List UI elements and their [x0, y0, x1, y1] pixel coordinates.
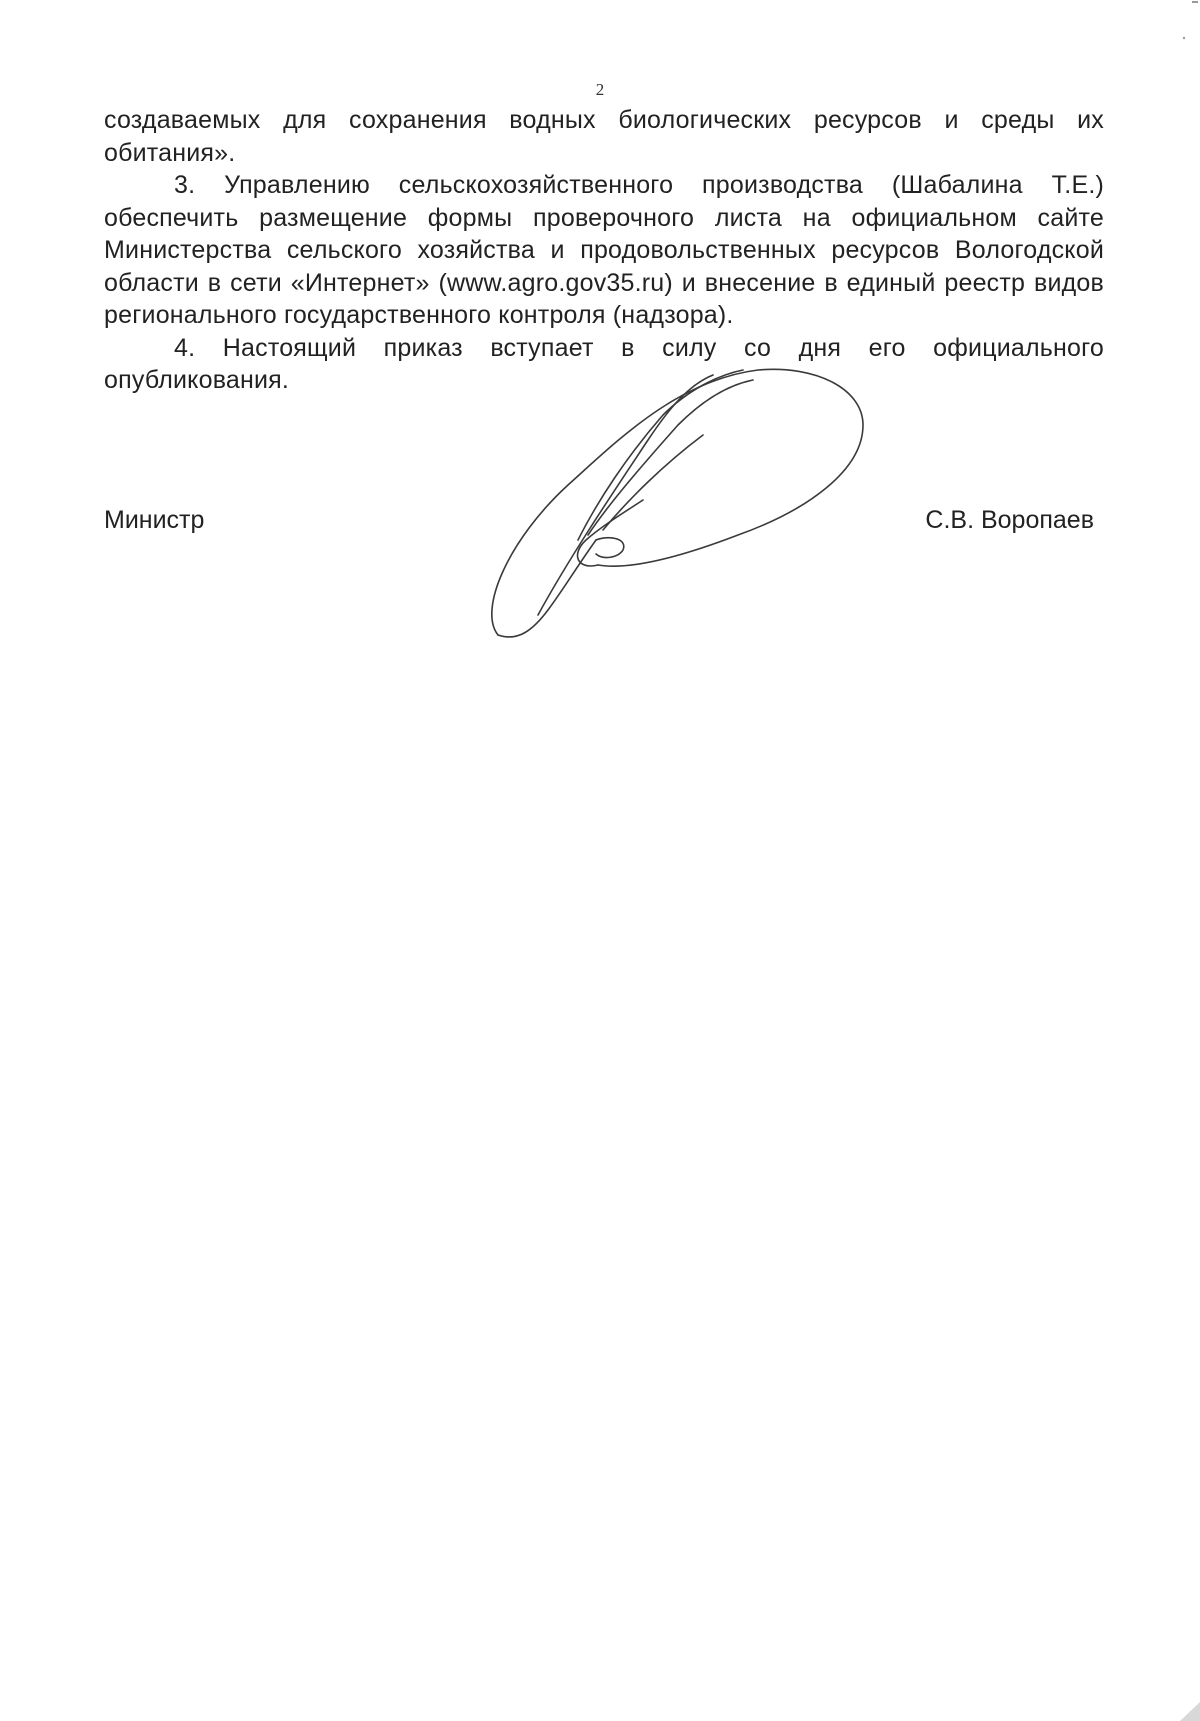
page-number: 2 [595, 80, 605, 99]
paragraph-item-3: 3. Управлению сельскохозяйственного производства (Шабалина Т.Е.) обеспечить размещение формы проверочного листа на официальном сайте Министерства сельского хозяйства и продовольственных ресурсов Вологодской области в сети «Интернет» (www.agro.gov35.ru) и внесение в единый реестр видов регионального государственного контроля (надзора). [104, 171, 1104, 329]
signer-name: С.В. Воропаев [925, 506, 1094, 534]
handwritten-signature-icon [478, 360, 878, 650]
paragraph-item-4: 4. Настоящий приказ вступает в силу со дня его официального опубликования. [104, 333, 1104, 394]
signer-position: Министр [104, 506, 205, 534]
scan-artifact [1100, 0, 1200, 50]
scan-artifact [1150, 1680, 1200, 1721]
document-body [104, 104, 1104, 397]
paragraph-continuation: создаваемых для сохранения водных биологических ресурсов и среды их обитания». [104, 106, 1104, 167]
